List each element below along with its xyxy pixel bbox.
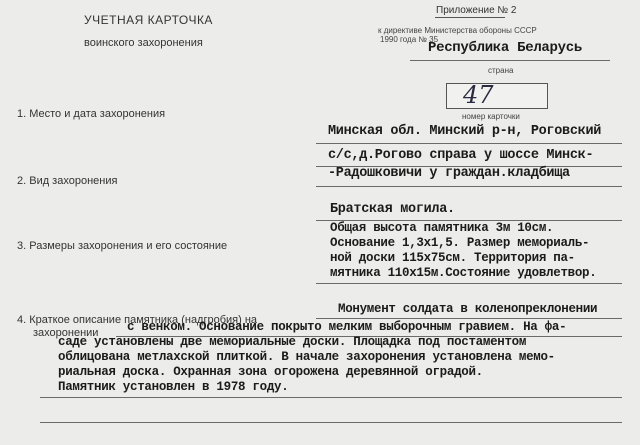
description-rule-3 [40, 397, 622, 398]
card-number-caption: номер карточки [462, 112, 520, 121]
size-line-1: Общая высота памятника 3м 10см. [330, 221, 554, 235]
type-label: 2. Вид захоронения [17, 175, 118, 187]
description-rule-1 [316, 318, 622, 319]
description-line-1: Монумент солдата в коленопреклонении [338, 302, 598, 316]
place-rule-1 [316, 143, 622, 144]
place-line-1: Минская обл. Минский р-н, Роговский [328, 124, 602, 139]
card-subtitle: воинского захоронения [84, 37, 203, 49]
card-number-box [446, 83, 548, 109]
country-caption: страна [488, 66, 514, 75]
description-line-6: Памятник установлен в 1978 году. [58, 380, 289, 394]
place-line-3: -Радошковичи у граждан.кладбища [328, 166, 570, 181]
country-underline [410, 60, 610, 61]
description-line-3: саде установлены две мемориальные доски. Площадка под постаментом [58, 335, 527, 349]
description-line-4: облицована метлахской плиткой. В начале захоронения установлена мемо- [58, 350, 555, 364]
description-label-2: захоронении [33, 327, 99, 339]
size-label: 3. Размеры захоронения и его состояние [17, 240, 228, 252]
country-value: Республика Беларусь [428, 40, 582, 56]
appendix-underline [435, 17, 505, 18]
type-line-1: Братская могила. [330, 202, 455, 217]
description-line-2: с венком. Основание покрыто мелким выборочным гравием. На фа- [127, 320, 567, 334]
description-rule-4 [40, 422, 622, 423]
size-line-4: мятника 110х15м.Состояние удовлетвор. [330, 266, 597, 280]
directive-line: к директиве Министерства обороны СССР [378, 26, 537, 35]
description-label-1: 4. Краткое описание памятника (надгробия) на [17, 314, 258, 326]
place-rule-3 [316, 186, 622, 187]
appendix-label: Приложение № 2 [436, 5, 517, 16]
size-rule-1 [316, 283, 622, 284]
size-line-3: ной доски 115х75см. Территория па- [330, 251, 575, 265]
card-number-value: 47 [463, 81, 494, 109]
place-line-2: с/с,д.Рогово справа у шоссе Минск- [328, 148, 594, 163]
description-line-5: риальная доска. Охранная зона огорожена деревянной оградой. [58, 365, 483, 379]
card-title: УЧЕТНАЯ КАРТОЧКА [84, 13, 213, 27]
year-line: 1990 года № 35 [380, 35, 439, 44]
place-label: 1. Место и дата захоронения [17, 108, 166, 120]
size-line-2: Основание 1,3х1,5. Размер мемориаль- [330, 236, 590, 250]
